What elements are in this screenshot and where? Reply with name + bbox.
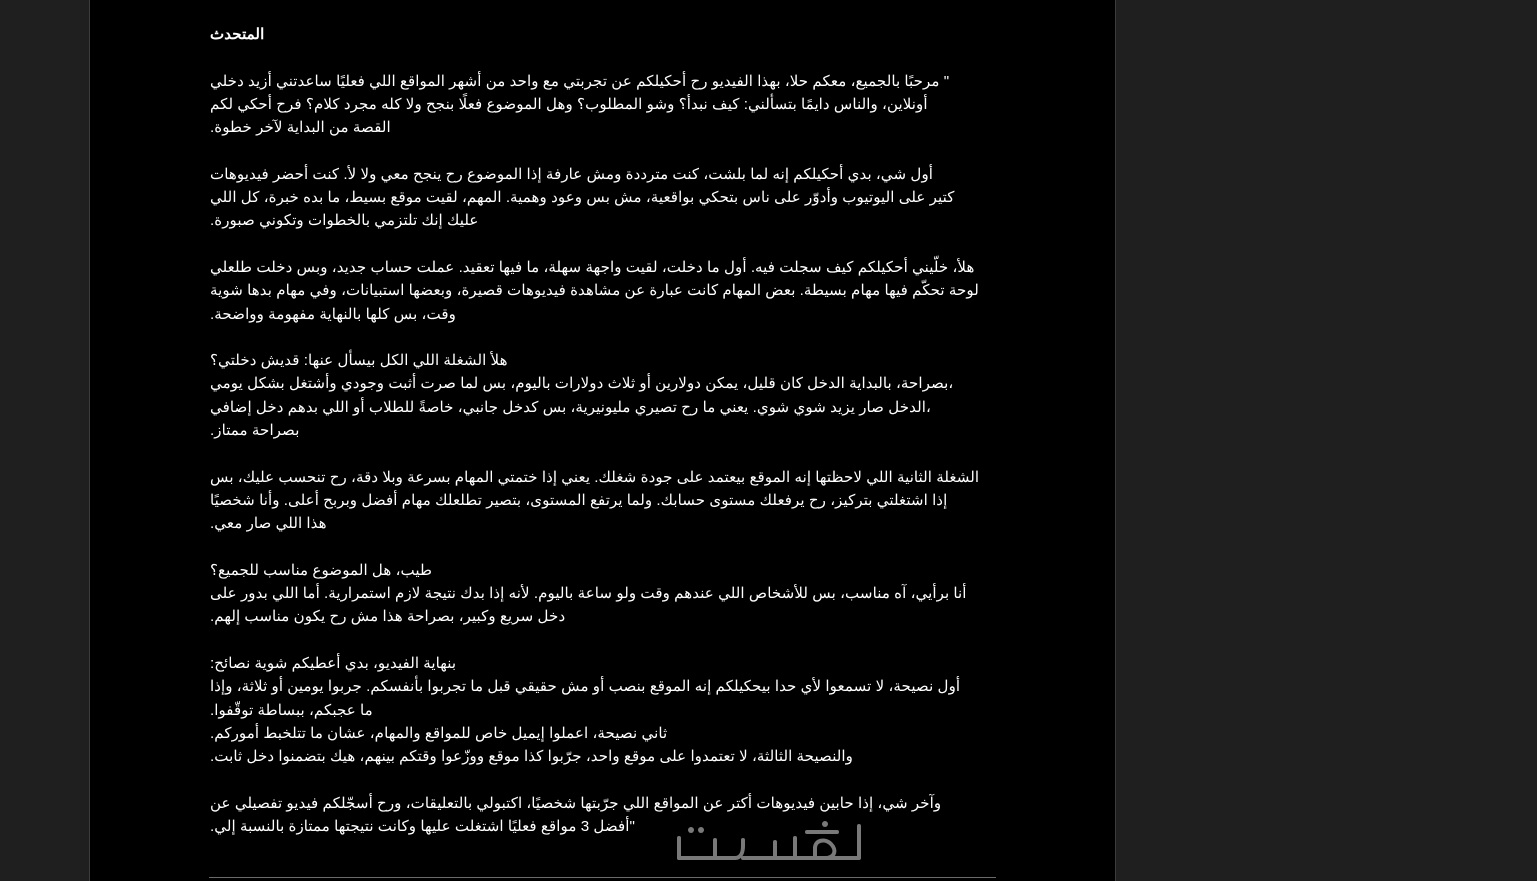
text-line: :بنهاية الفيديو، بدي أعطيكم شوية نصائح (210, 655, 457, 673)
text-line: وآخر شي، إذا حابين فيديوهات أكتر عن المواقع اللي جرّبتها شخصيًا، اكتبولي بالتعليقات، ورح أسجّلكم فيديو تفصيلي عن (210, 794, 942, 812)
page-footer-divider (209, 877, 996, 878)
text-line: هلأ الشغلة اللي الكل بيسأل عنها: قديش دخلتي؟ (210, 352, 508, 370)
paragraph-quality (210, 466, 1000, 536)
text-line: .ما عجبكم، ببساطة توقّفوا (210, 701, 373, 719)
blank-line (210, 326, 1000, 349)
text-line: لوحة تحكّم فيها مهام بسيطة. بعض المهام كانت عبارة عن مشاهدة فيديوهات قصيرة، وبعضها استبيانات، وفي مهام بدها شوية (210, 282, 979, 300)
blank-line (210, 769, 1000, 792)
text-line: الدخل صار يزيد شوي شوي. يعني ما رح تصيري مليونيرية، بس كدخل جانبي، خاصةً للطلاب أو اللي بدهم دخل إضافي، (210, 398, 931, 416)
paragraph-income (210, 349, 1000, 442)
paragraph-suitability (210, 559, 1000, 629)
text-line: أول شي، بدي أحكيلكم إنه لما بلشت، كنت مترددة ومش عارفة إذا الموضوع رح ينجح معي ولا لأ. كنت أحضر فيديوهات (210, 165, 934, 183)
document-page[interactable] (89, 0, 1116, 881)
text-line: .ثاني نصيحة، اعملوا إيميل خاص للمواقع والمهام، عشان ما تتلخبط أموركم (210, 724, 668, 742)
text-line: .دخل سريع وكبير، بصراحة هذا مش رح يكون مناسب إلهم (210, 608, 566, 626)
paragraph-intro (210, 70, 1000, 140)
paragraph-signup (210, 256, 1000, 326)
text-line: .والنصيحة الثالثة، لا تعتمدوا على موقع واحد، جرّبوا كذا موقع ووزّعوا وقتكم بينهم، هيك بتضمنوا دخل ثابت (210, 748, 853, 766)
text-line: أول نصيحة، لا تسمعوا لأي حدا بيحكيلكم إنه الموقع بنصب أو مش حقيقي قبل ما تجربوا بأنفسكم. جربوا يومين أو ثلاثة، وإذا (210, 678, 961, 696)
text-line: أونلاين، والناس دايمًا بتسألني: كيف نبدأ؟ وشو المطلوب؟ وهل الموضوع فعلًا بنجح ولا كله مجرد كلام؟ فرح أحكي لكم (210, 95, 928, 113)
paragraph-closing (210, 792, 1000, 839)
blank-line (210, 139, 1000, 162)
blank-line (210, 46, 1000, 69)
paragraph-beginning (210, 163, 1000, 233)
paragraph-tips (210, 652, 1000, 768)
text-line: بصراحة، بالبداية الدخل كان قليل، يمكن دولارين أو ثلاث دولارات باليوم، بس لما صرت أثبت وجودي وأشتغل بشكل يومي، (210, 375, 954, 393)
text-line: .هذا اللي صار معي (210, 515, 327, 533)
text-line: كتير على اليوتيوب وأدوّر على ناس بتحكي بواقعية، مش بس وعود وهمية. المهم، لقيت موقع بسيط، ما بده خبرة، كل اللي (210, 189, 955, 207)
document-body[interactable] (210, 23, 1000, 838)
text-line: الشغلة الثانية اللي لاحظتها إنه الموقع بيعتمد على جودة شغلك. يعني إذا ختمتي المهام بسرعة وبلا دقة، رح تنحسب عليك، بس (210, 468, 980, 486)
blank-line (210, 536, 1000, 559)
blank-line (210, 233, 1000, 256)
text-line: .عليك إنك تلتزمي بالخطوات وتكوني صبورة (210, 212, 479, 230)
khamsat-watermark-logo (675, 818, 861, 866)
speaker-heading: المتحدث (210, 26, 265, 43)
text-line: طيب، هل الموضوع مناسب للجميع؟ (210, 561, 433, 579)
blank-line (210, 442, 1000, 465)
blank-line (210, 629, 1000, 652)
text-line: .القصة من البداية لآخر خطوة (210, 119, 391, 137)
text-line: إذا اشتغلتي بتركيز، رح يرفعلك مستوى حسابك. ولما يرتفع المستوى، بتصير تطلعلك مهام أفضل وبربح أعلى. وأنا شخصيًا (210, 491, 948, 509)
text-line: .بصراحة ممتاز (210, 422, 300, 440)
text-line: .وقت، بس كلها بالنهاية مفهومة وواضحة (210, 305, 456, 323)
text-line: هلأ، خلّيني أحكيلكم كيف سجلت فيه. أول ما دخلت، لقيت واجهة سهلة، ما فيها تعقيد. عملت حساب جديد، وبس دخلت طلعلي (210, 258, 975, 276)
text-line: مرحبًا بالجميع، معكم حلا، بهذا الفيديو رح أحكيلكم عن تجربتي مع واحد من أشهر المواقع اللي فعليًا ساعدتني أزيد دخلي " (210, 72, 950, 90)
text-line: .أفضل 3 مواقع فعليًا اشتغلت عليها وكانت نتيجتها ممتازة بالنسبة إلي" (210, 818, 635, 836)
text-line: أنا برأيي، آه مناسب، بس للأشخاص اللي عندهم وقت ولو ساعة باليوم. لأنه إذا بدك نتيجة لازم استمرارية. أما اللي بدور على (210, 585, 967, 603)
